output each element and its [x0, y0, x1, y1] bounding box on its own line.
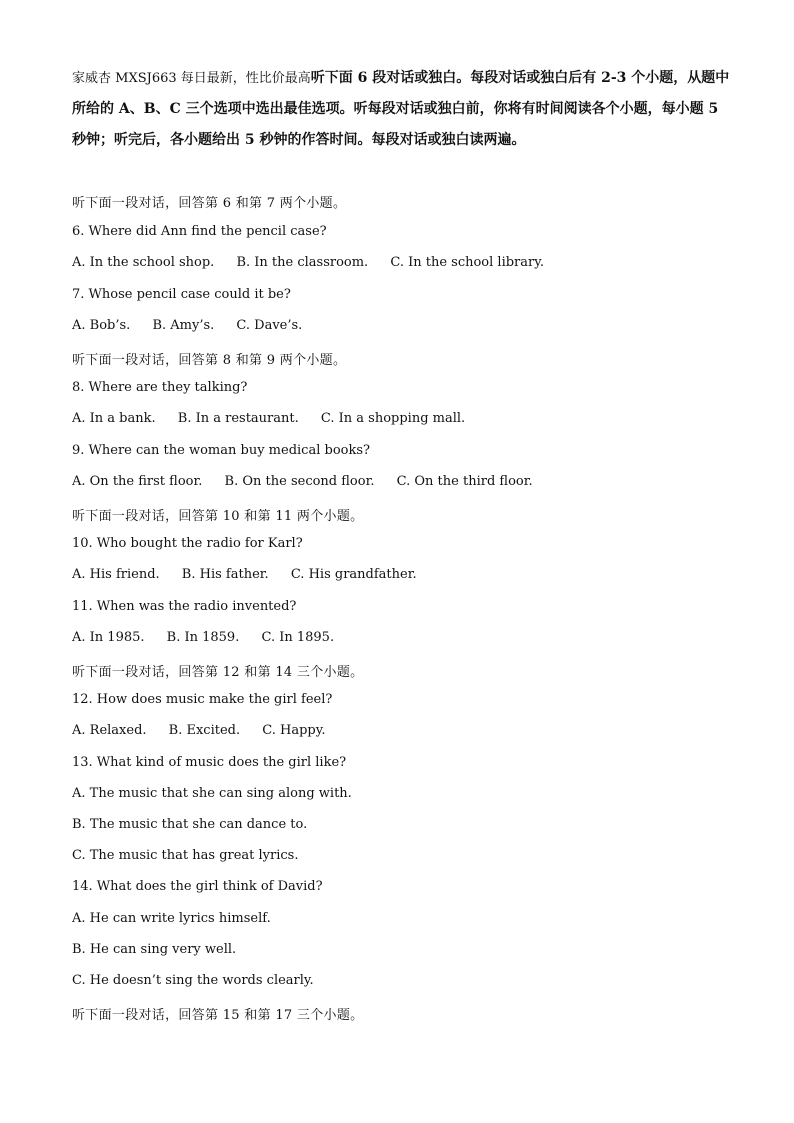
question-text: 7. Whose pencil case could it be? — [72, 287, 291, 302]
options-row — [72, 474, 551, 489]
question-text: 11. When was the radio invented? — [72, 599, 297, 614]
options-row — [72, 723, 344, 738]
option-b: B. Amy’s. — [152, 318, 215, 333]
option-a: A. His friend. — [72, 567, 160, 582]
options-row — [72, 630, 352, 645]
option-c: C. On the third floor. — [396, 474, 533, 489]
option-b: B. He can sing very well. — [72, 942, 237, 957]
option-c: C. In 1895. — [261, 630, 335, 645]
question-text: 10. Who bought the radio for Karl? — [72, 536, 303, 551]
section-instruction: 听下面一段对话，回答第 6 和第 7 两个小题。 — [72, 196, 347, 211]
option-a: A. In the school shop. — [72, 255, 215, 270]
options-row — [72, 318, 320, 333]
section-instruction: 听下面一段对话，回答第 8 和第 9 两个小题。 — [72, 353, 347, 368]
option-a: A. He can write lyrics himself. — [72, 911, 271, 926]
option-b: B. In 1859. — [166, 630, 240, 645]
option-b: B. On the second floor. — [224, 474, 375, 489]
option-b: B. His father. — [181, 567, 269, 582]
option-a: A. Relaxed. — [72, 723, 147, 738]
intro-prefix: 家威杏 MXSJ663 每日最新，性比价最高 — [72, 71, 311, 86]
option-b: B. In the classroom. — [236, 255, 369, 270]
option-b: B. In a restaurant. — [177, 411, 299, 426]
options-row — [72, 255, 562, 270]
question-text: 6. Where did Ann find the pencil case? — [72, 224, 327, 239]
option-b: B. The music that she can dance to. — [72, 817, 308, 832]
option-a: A. On the first floor. — [72, 474, 203, 489]
option-b: B. Excited. — [168, 723, 241, 738]
option-a: A. The music that she can sing along with. — [72, 786, 352, 801]
section-instruction: 听下面一段对话，回答第 10 和第 11 两个小题。 — [72, 509, 364, 524]
option-a: A. In a bank. — [72, 411, 156, 426]
option-a: A. In 1985. — [72, 630, 145, 645]
option-c: C. His grandfather. — [290, 567, 417, 582]
section-instruction: 听下面一段对话，回答第 15 和第 17 三个小题。 — [72, 1008, 364, 1023]
question-text: 13. What kind of music does the girl like? — [72, 755, 347, 770]
option-c: C. In the school library. — [390, 255, 544, 270]
intro-instructions: 听下面 6 段对话或独白。每段对话或独白后有 2-3 个小题，从题中所给的 A、B、C 三个选项中选出最佳选项。听每段对话或独白前，你将有时间阅读各个小题，每小题 5 秒钟；听完后，各小题给出 5 秒钟的作答时间。每段对话或独白读两遍。 — [72, 70, 730, 148]
option-c: C. Happy. — [262, 723, 326, 738]
options-row — [72, 567, 435, 582]
option-a: A. Bob’s. — [72, 318, 131, 333]
option-c: C. Dave’s. — [236, 318, 303, 333]
section-intro — [72, 63, 732, 156]
question-text: 12. How does music make the girl feel? — [72, 692, 333, 707]
section-instruction: 听下面一段对话，回答第 12 和第 14 三个小题。 — [72, 665, 364, 680]
option-c: C. The music that has great lyrics. — [72, 848, 299, 863]
question-text: 14. What does the girl think of David? — [72, 879, 323, 894]
question-text: 8. Where are they talking? — [72, 380, 248, 395]
option-c: C. In a shopping mall. — [320, 411, 466, 426]
options-row — [72, 411, 483, 426]
question-text: 9. Where can the woman buy medical books? — [72, 443, 370, 458]
option-c: C. He doesn’t sing the words clearly. — [72, 973, 314, 988]
